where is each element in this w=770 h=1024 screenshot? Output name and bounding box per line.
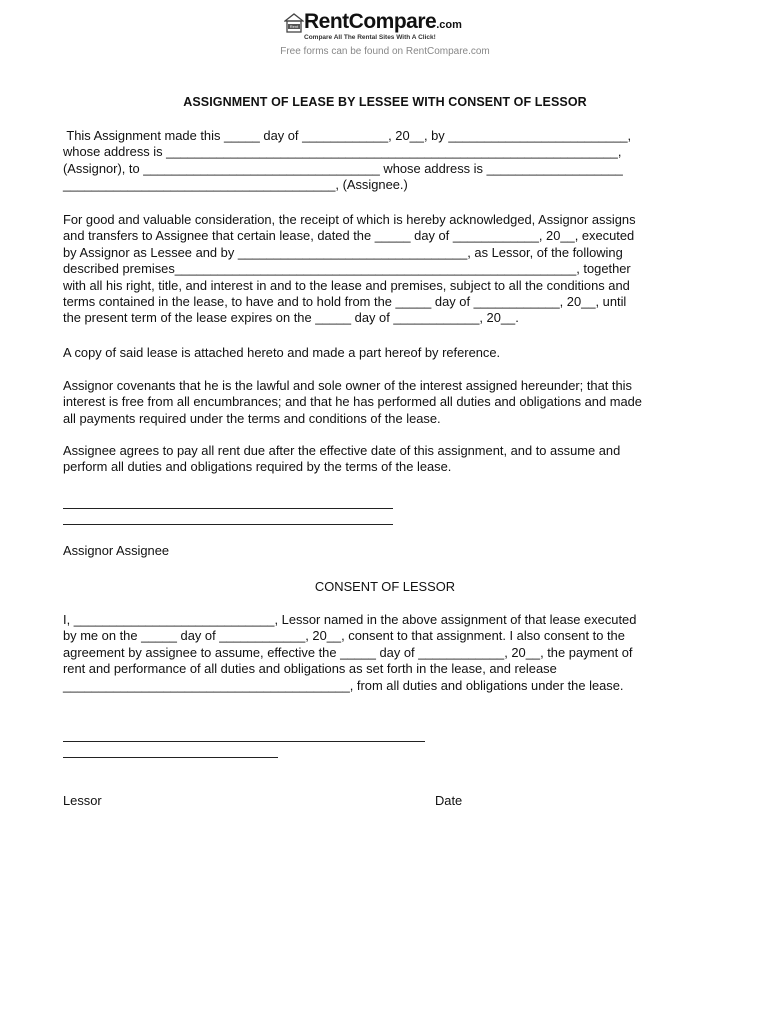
assignor-signature-line[interactable]	[63, 508, 393, 509]
signature-caption: Assignor Assignee	[63, 543, 170, 558]
date-line[interactable]	[63, 757, 278, 758]
consideration-line: and transfers to Assignee that certain lease, dated the _____ day of ____________, 20__, executed	[63, 228, 635, 244]
intro-line: (Assignor), to _________________________________ whose address is ___________________	[63, 160, 623, 176]
covenant-line: all payments required under the terms and conditions of the lease.	[63, 410, 441, 426]
logo-tagline: Compare All The Rental Sites With A Click!	[304, 34, 436, 41]
consideration-line: described premises________________________________________________________, together	[63, 261, 631, 277]
intro-line: whose address is _______________________________________________________________,	[63, 144, 622, 160]
intro-line: This Assignment made this _____ day of ____________, 20__, by _________________________,	[63, 128, 632, 143]
covenant-line: interest is free from all encumbrances; and that he has performed all duties and obligations and made	[63, 394, 642, 410]
consideration-paragraph	[63, 212, 693, 327]
consideration-line: by Assignor as Lessee and by ________________________________, as Lessor, of the following	[63, 244, 623, 260]
consent-line: rent and performance of all duties and obligations as set forth in the lease, and release	[63, 661, 557, 677]
house-icon	[284, 12, 304, 34]
intro-paragraph	[63, 128, 693, 194]
consideration-line: the present term of the lease expires on the _____ day of ____________, 20__.	[63, 310, 519, 326]
covenant-line: Assignor covenants that he is the lawful and sole owner of the interest assigned hereunder; that this	[63, 378, 632, 393]
copy-line: A copy of said lease is attached hereto and made a part hereof by reference.	[63, 345, 501, 360]
document-title: ASSIGNMENT OF LEASE BY LESSEE WITH CONSENT OF LESSOR	[183, 95, 587, 109]
free-forms-note: Free forms can be found on RentCompare.com	[280, 46, 490, 57]
logo-icon-text: Rent	[289, 24, 299, 29]
consent-paragraph	[63, 612, 693, 694]
consideration-line: For good and valuable consideration, the receipt of which is hereby acknowledged, Assignor assigns	[63, 212, 636, 227]
lessor-label: Lessor	[63, 793, 102, 808]
logo-domain: .com	[436, 19, 462, 31]
covenant-paragraph	[63, 378, 693, 427]
intro-line: ______________________________________, (Assignee.)	[63, 177, 408, 193]
consent-heading: CONSENT OF LESSOR	[314, 579, 456, 594]
lessor-signature-line[interactable]	[63, 741, 425, 742]
assignee-paragraph	[63, 443, 693, 476]
consent-line: I, ____________________________, Lessor named in the above assignment of that lease executed	[63, 612, 637, 627]
consent-line: by me on the _____ day of ____________, 20__, consent to that assignment. I also consent to the	[63, 628, 625, 644]
assignee-signature-line[interactable]	[63, 524, 393, 525]
logo-brand	[304, 10, 462, 37]
assignee-line: perform all duties and obligations required by the terms of the lease.	[63, 459, 452, 475]
consideration-line: with all his right, title, and interest in and to the lease and premises, subject to all the conditions and	[63, 277, 630, 293]
consideration-line: terms contained in the lease, to have and to hold from the _____ day of ____________, 20__, until	[63, 293, 627, 309]
consent-line: ________________________________________, from all duties and obligations under the lease.	[63, 677, 624, 693]
consent-line: agreement by assignee to assume, effective the _____ day of ____________, 20__, the payment of	[63, 644, 633, 660]
logo-brand-name: RentCompare	[304, 10, 437, 33]
copy-paragraph	[63, 345, 693, 361]
rentcompare-logo	[280, 8, 480, 46]
assignee-line: Assignee agrees to pay all rent due after the effective date of this assignment, and to assume and	[63, 443, 621, 458]
date-label: Date	[435, 793, 463, 808]
